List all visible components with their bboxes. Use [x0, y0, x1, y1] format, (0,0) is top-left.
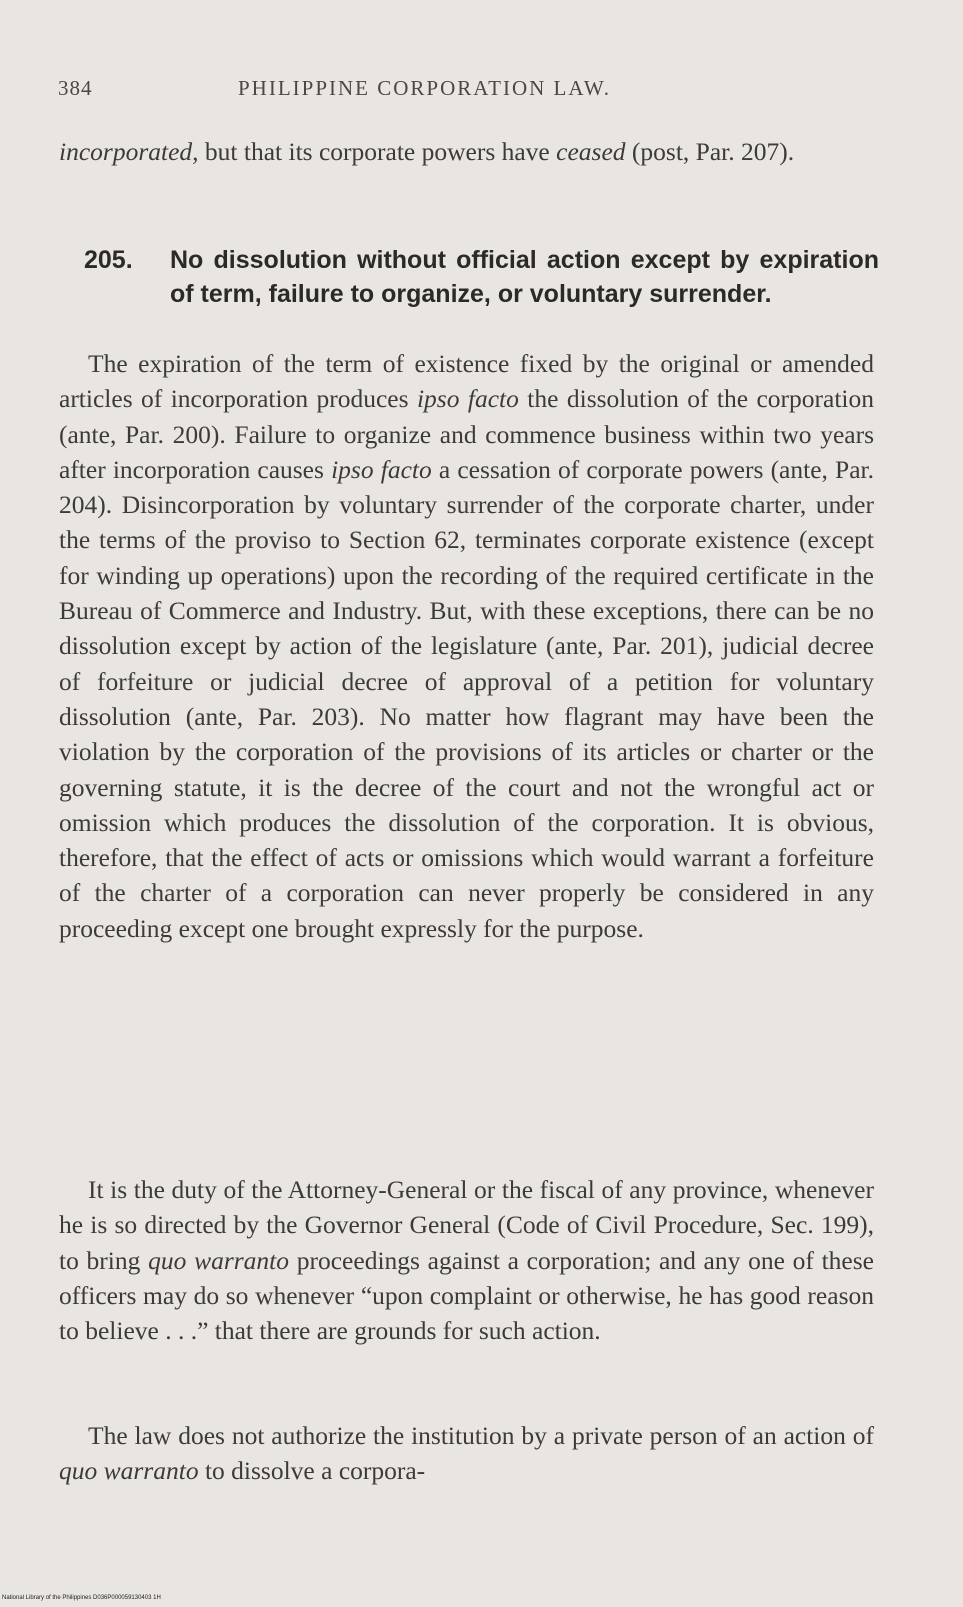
- text-run: proceedings against a corporation; and any one of these officers may do so whenever “upon complaint or otherwise, he has good reason to believe . . .” that there are grounds for such action.: [59, 1245, 874, 1346]
- italic-term: incorporated,: [59, 137, 199, 166]
- section-title: No dissolution without official action except by expiration of term, failure to organize, or voluntary surrender.: [170, 246, 879, 308]
- running-head: PHILIPPINE CORPORATION LAW.: [238, 76, 611, 100]
- text-run: (post, Par. 207).: [625, 137, 795, 166]
- paragraph-2: [59, 1172, 874, 1348]
- italic-term: ceased: [556, 137, 626, 166]
- page-header: [58, 76, 878, 106]
- section-heading: [84, 243, 879, 311]
- scan-footer: National Library of the Philippines D036P000059130403 1H: [2, 1595, 161, 1601]
- italic-term: ipso facto: [331, 454, 432, 484]
- section-number: 205.: [84, 246, 133, 274]
- italic-term: quo warranto: [59, 1456, 199, 1486]
- italic-term: ipso facto: [416, 384, 519, 414]
- text-run: the dissolution of the corporation (ante, Par. 200). Failure to organize and commence business within two years after incorporation causes: [59, 384, 874, 484]
- page-number: 384: [58, 76, 93, 100]
- continuation-paragraph: [59, 134, 874, 169]
- italic-term: quo warranto: [148, 1245, 290, 1275]
- text-run: a cessation of corporate powers (ante, Par. 204). Disincorporation by voluntary surrender of the corporate charter, under the terms of the proviso to Section 62, terminates corporate existence (except for winding up operations) upon the recording of the required certificate in the Bureau of Commerce and Industry. But, with these exceptions, there can be no dissolution except by action of the legislature (ante, Par. 201), judicial decree of forfeiture or judicial decree of approval of a petition for voluntary dissolution (ante, Par. 203). No matter how flagrant may have been the violation by the corporation of the provisions of its articles or charter or the governing statute, it is the decree of the court and not the wrongful act or omission which produces the dissolution of the corporation. It is obvious, therefore, that the effect of acts or omissions which would warrant a forfeiture of the charter of a corporation can never properly be considered in any proceeding except one brought expressly for the purpose.: [59, 454, 875, 943]
- text-run: It is the duty of the Attorney-General or the fiscal of any province, whenever he is so directed by the Governor General (Code of Civil Procedure, Sec. 199), to bring: [59, 1175, 874, 1275]
- paragraph-3: [59, 1418, 874, 1489]
- text-run: The expiration of the term of existence fixed by the original or amended articles of incorporation produces: [59, 349, 874, 414]
- text-run: to dissolve a corpora-: [198, 1456, 426, 1486]
- text-run: The law does not authorize the institution by a private person of an action of: [88, 1421, 874, 1450]
- paragraph-1: [59, 346, 874, 946]
- text-run: but that its corporate powers have: [198, 137, 557, 166]
